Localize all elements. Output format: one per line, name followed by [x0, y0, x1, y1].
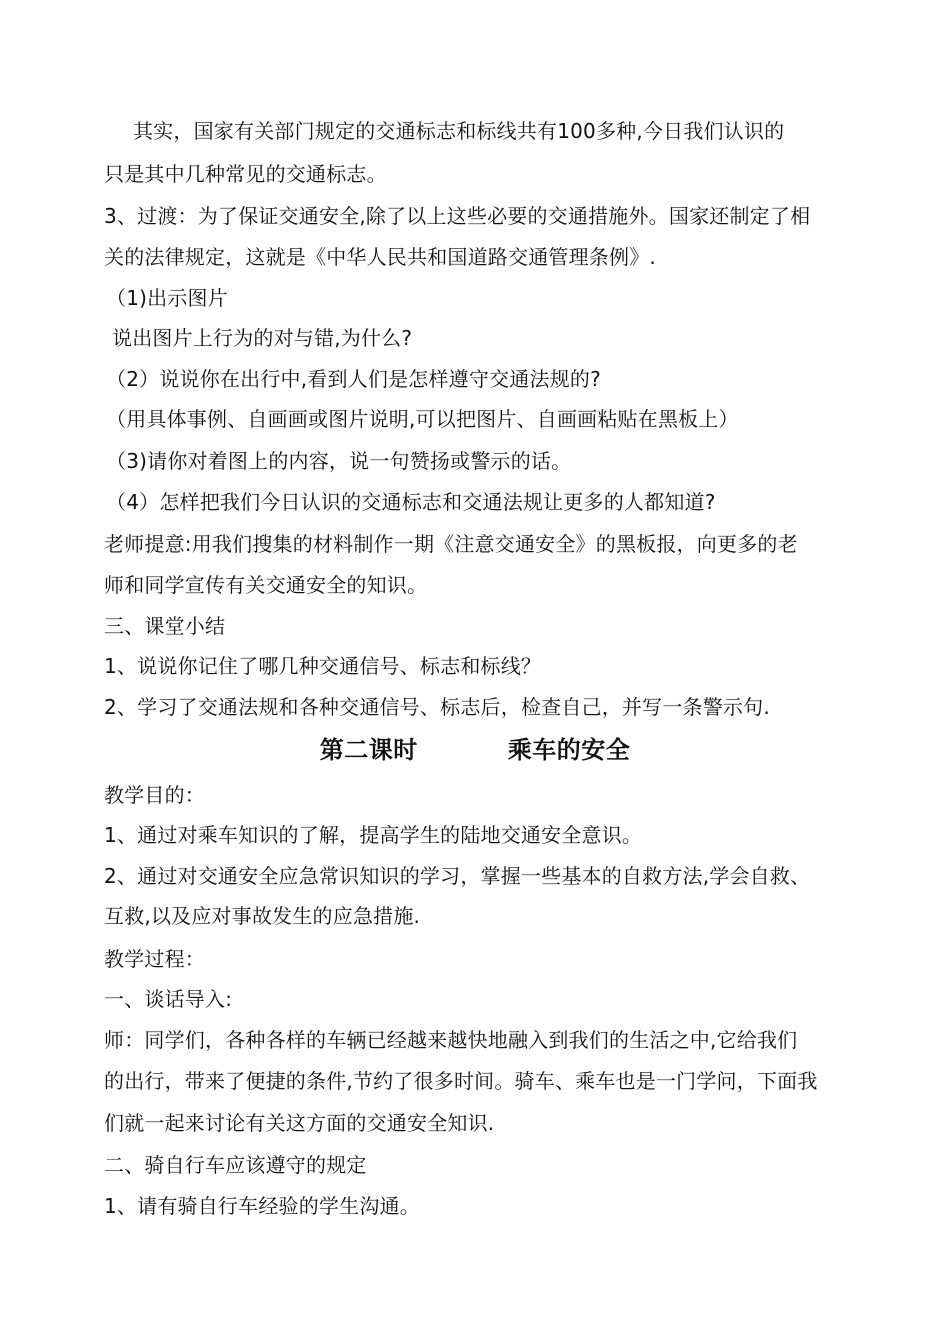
paragraph-line: 师：同学们，各种各样的车辆已经越来越快地融入到我们的生活之中,它给我们 [104, 1028, 798, 1052]
paragraph-line: 们就一起来讨论有关这方面的交通安全知识. [104, 1111, 495, 1135]
list-item: 1、说说你记住了哪几种交通信号、标志和标线？ [104, 654, 542, 678]
list-item: （3)请你对着图上的内容，说一句赞扬或警示的话。 [106, 449, 572, 473]
list-item: 2、学习了交通法规和各种交通信号、标志后，检查自己，并写一条警示句. [104, 695, 770, 719]
list-item: （1)出示图片 [106, 286, 228, 310]
list-item: 1、通过对乘车知识的了解，提高学生的陆地交通安全意识。 [104, 823, 643, 847]
section-heading: 一、谈话导入: [104, 987, 233, 1011]
lesson-title-part1: 第二课时 [319, 736, 418, 764]
paragraph-line: 其实，国家有关部门规定的交通标志和标线共有100多种,今日我们认识的 [133, 119, 785, 143]
section-heading: 教学过程： [104, 947, 205, 971]
paragraph-line: 师和同学宣传有关交通安全的知识。 [104, 573, 428, 597]
paragraph-line: （用具体事例、自画画或图片说明,可以把图片、自画画粘贴在黑板上） [106, 407, 739, 431]
lesson-title [0, 735, 950, 765]
section-heading: 三、课堂小结 [104, 614, 226, 638]
paragraph-line: 老师提意:用我们搜集的材料制作一期《注意交通安全》的黑板报，向更多的老 [104, 532, 798, 556]
paragraph-line: 3、过渡：为了保证交通安全,除了以上这些必要的交通措施外。国家还制定了相 [104, 204, 811, 228]
paragraph-line: 互救,以及应对事故发生的应急措施. [104, 904, 421, 928]
paragraph-line: 关的法律规定，这就是《中华人民共和国道路交通管理条例》. [104, 245, 656, 269]
list-item: （4）怎样把我们今日认识的交通标志和交通法规让更多的人都知道? [106, 490, 716, 514]
lesson-title-part2: 乘车的安全 [507, 736, 631, 764]
section-heading: 教学目的： [104, 783, 205, 807]
list-item: 1、请有骑自行车经验的学生沟通。 [104, 1194, 420, 1218]
paragraph-line: 的出行，带来了便捷的条件,节约了很多时间。骑车、乘车也是一门学问，下面我 [104, 1069, 818, 1093]
list-item: 2、通过对交通安全应急常识知识的学习，掌握一些基本的自救方法,学会自救、 [104, 864, 811, 888]
paragraph-line: 只是其中几种常见的交通标志。 [104, 162, 387, 186]
paragraph-line: 说出图片上行为的对与错,为什么? [112, 326, 413, 350]
list-item: （2）说说你在出行中,看到人们是怎样遵守交通法规的? [106, 367, 601, 391]
section-heading: 二、骑自行车应该遵守的规定 [104, 1153, 367, 1177]
